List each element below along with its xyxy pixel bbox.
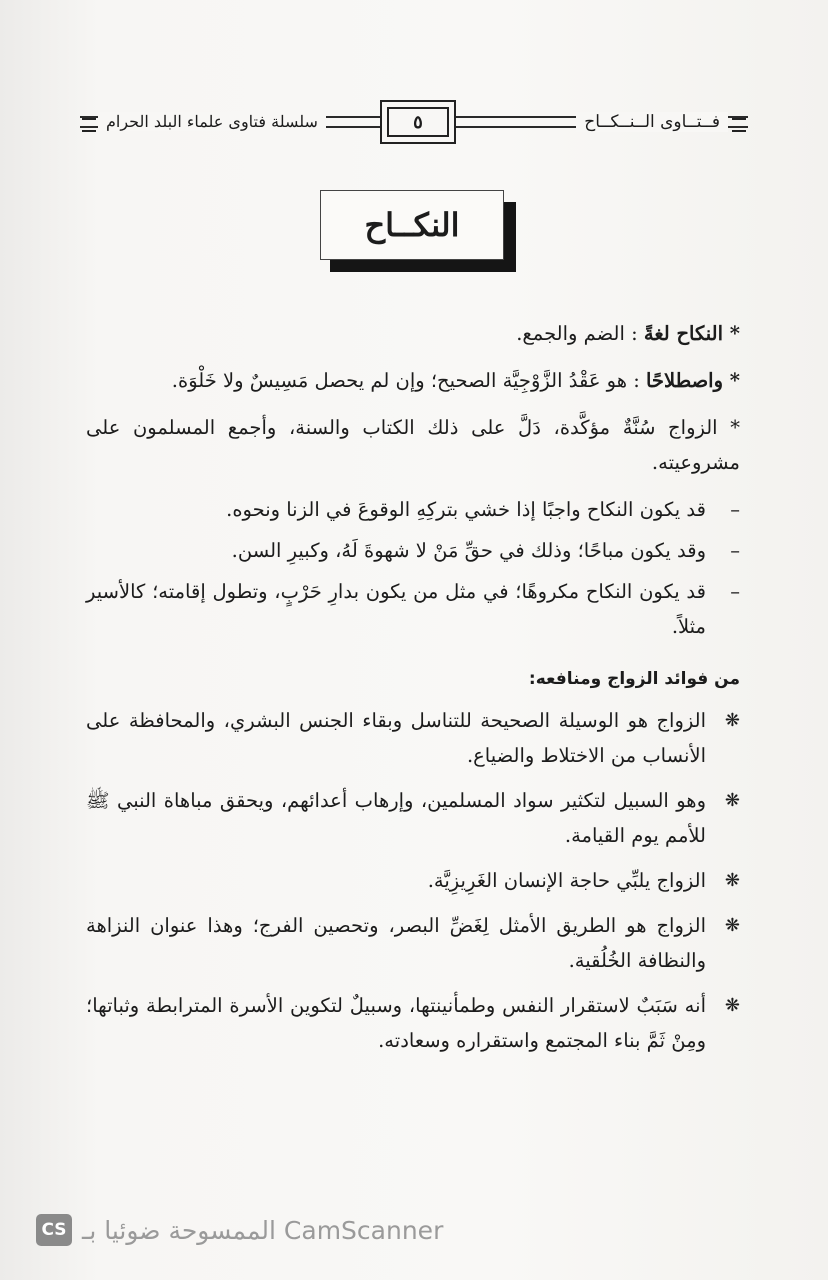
sunnah-paragraph: * الزواج سُنَّةٌ مؤكَّدة، دَلَّ على ذلك الكتاب والسنة، وأجمع المسلمون على مشروعيته. [86, 416, 740, 474]
camscanner-watermark [36, 1214, 443, 1246]
page-number-frame [380, 100, 456, 144]
dash-marker: – [730, 539, 740, 562]
benefit-item [86, 908, 740, 978]
dash-marker: – [730, 580, 740, 603]
definition-istilah-label: * واصطلاحًا [645, 369, 740, 392]
header-book-title: فــتــاوى الــنــكــاح [576, 112, 728, 132]
chapter-title: النكــاح [320, 190, 504, 260]
star-bullet-icon: ❋ [724, 710, 740, 731]
page-body [86, 316, 740, 1068]
definition-istilah [86, 363, 740, 398]
camscanner-watermark-text: الممسوحة ضوئيا بـ CamScanner [82, 1215, 444, 1245]
ruling-text: قد يكون النكاح مكروهًا؛ في مثل من يكون بدارِ حَرْبٍ، وتطول إقامته؛ كالأسير مثلاً. [86, 580, 706, 638]
page-header [80, 100, 748, 144]
star-bullet-icon: ❋ [724, 915, 740, 936]
benefit-item [86, 863, 740, 898]
header-ornament-right [732, 118, 746, 132]
ruling-item [86, 533, 740, 568]
benefit-text: الزواج يلبِّي حاجة الإنسان الغَرِيزِيَّة. [427, 869, 706, 892]
definition-lugha-text: : الضم والجمع. [516, 322, 638, 345]
star-bullet-icon: ❋ [724, 790, 740, 811]
ruling-item [86, 574, 740, 644]
ruling-text: قد يكون النكاح واجبًا إذا خشي بتركِهِ الوقوعَ في الزنا ونحوه. [226, 498, 706, 521]
dash-marker: – [730, 498, 740, 521]
ruling-item [86, 492, 740, 527]
header-series-title: سلسلة فتاوى علماء البلد الحرام [98, 112, 326, 131]
definition-lugha [86, 316, 740, 351]
benefit-text: وهو السبيل لتكثير سواد المسلمين، وإرهاب أعدائهم، ويحقق مباهاة النبي ﷺ للأمم يوم القيامة. [86, 789, 706, 847]
ruling-text: وقد يكون مباحًا؛ وذلك في حقِّ مَنْ لا شهوةَ لَهُ، وكبيرِ السن. [231, 539, 706, 562]
star-bullet-icon: ❋ [724, 995, 740, 1016]
benefit-item [86, 988, 740, 1058]
benefit-item [86, 783, 740, 853]
benefit-text: الزواج هو الوسيلة الصحيحة للتناسل وبقاء الجنس البشري، والمحافظة على الأنساب من الاختلاط والضياع. [86, 709, 706, 767]
page-number: ٥ [387, 107, 449, 137]
header-ornament-left [82, 118, 96, 132]
benefit-text: الزواج هو الطريق الأمثل لِغَضِّ البصر، وتحصين الفرج؛ وهذا عنوان النزاهة والنظافة الخُلُقية. [86, 914, 706, 972]
camscanner-logo-icon: CS [36, 1214, 72, 1246]
star-bullet-icon: ❋ [724, 870, 740, 891]
benefit-text: أنه سَبَبٌ لاستقرار النفس وطمأنينتها، وسبيلٌ لتكوين الأسرة المترابطة وثباتها؛ ومِنْ ثَمَّ بناء المجتمع واستقراره وسعادته. [86, 994, 706, 1052]
chapter-title-frame [320, 190, 516, 272]
definition-lugha-label: * النكاح لغةً [643, 322, 740, 345]
definition-istilah-text: : هو عَقْدُ الزَّوْجِيَّة الصحيح؛ وإن لم يحصل مَسِيسٌ ولا خَلْوَة. [171, 369, 640, 392]
benefit-item [86, 703, 740, 773]
benefits-heading: من فوائد الزواج ومنافعه: [528, 669, 740, 689]
